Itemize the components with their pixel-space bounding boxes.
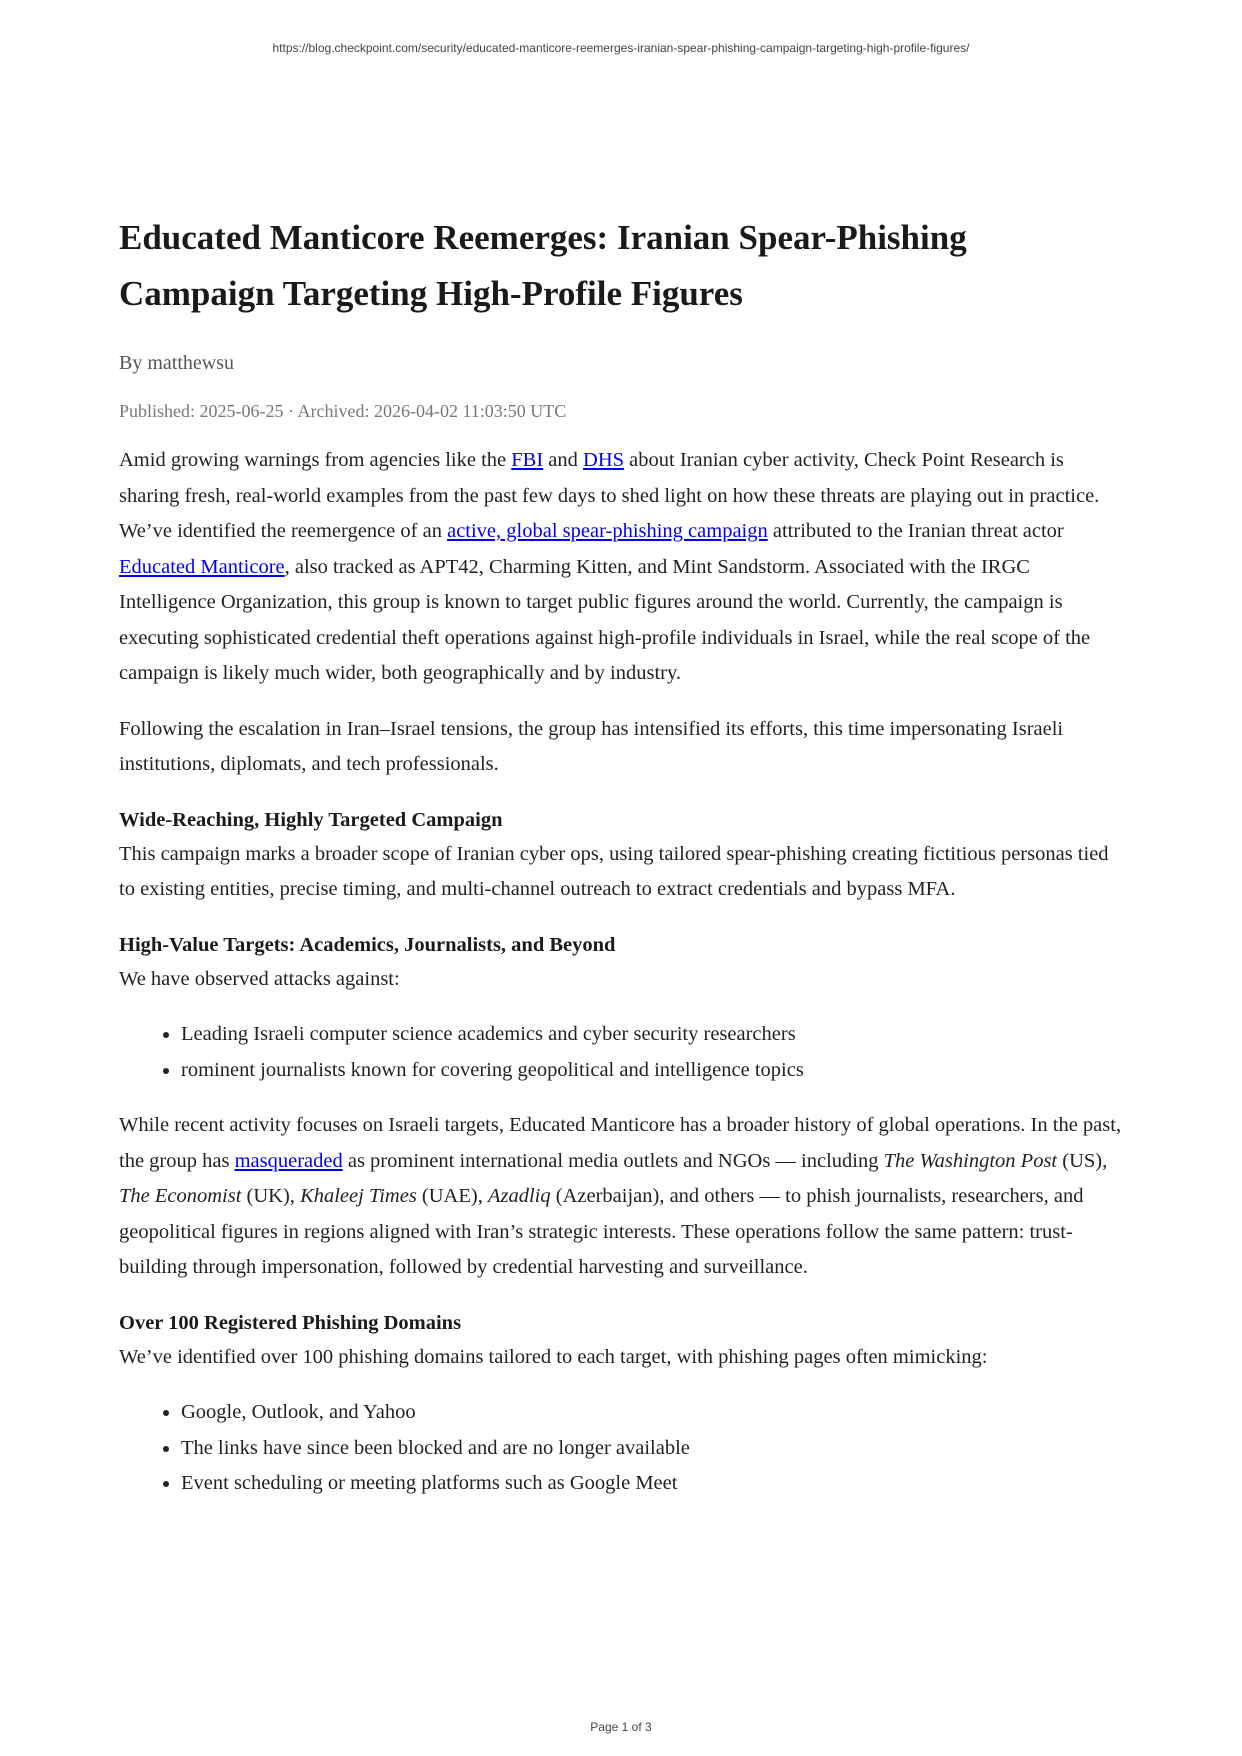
intro-paragraph: Amid growing warnings from agencies like the FBI and DHS about Iranian cyber activity, Check Point Research is sharing fresh, real-world examples from the past few days to shed light on how these threats are playing out in practice. We’ve identified the reemergence of an active, global spear-phishing campaign attributed to the Iranian threat actor Educated Manticore, also tracked as APT42, Charming Kitten, and Mint Sandstorm. Associated with the IRGC Intelligence Organization, this group is known to target public figures around the world. Currently, the campaign is executing sophisticated credential theft operations against high-profile individuals in Israel, while the real scope of the campaign is likely much wider, both geographically and by industry. [119,449,1100,684]
educated-manticore-link[interactable]: Educated Manticore [119,555,285,578]
section-heading: Wide-Reaching, Highly Targeted Campaign [119,808,503,831]
list-item: • Event scheduling or meeting platforms such as Google Meet [181,1466,1129,1502]
article-title: Educated Manticore Reemerges: Iranian Spear-Phishing Campaign Targeting High-Profile Figures [119,218,967,313]
byline: By matthewsu [119,352,234,374]
dhs-link[interactable]: DHS [583,449,625,471]
history-paragraph: While recent activity focuses on Israeli targets, Educated Manticore has a broader history of global operations. In the past, the group has masqueraded as prominent international media outlets and NGOs — including The Washington Post (US), The Economist (UK), Khaleej Times (UAE), Azadliq (Azerbaijan), and others — to phish journalists, researchers, and geopolitical figures in regions aligned with Iran’s strategic interests. These operations follow the same pattern: trust-building through impersonation, followed by credential harvesting and surveillance. [119,1114,1122,1278]
publish-meta: Published: 2025-06-25 · Archived: 2026-04-02 11:03:50 UTC [119,401,567,421]
article [119,210,1129,1522]
targets-list [119,1017,1129,1088]
page-url: https://blog.checkpoint.com/security/educated-manticore-reemerges-iranian-spear-phishing-campaign-targeting-high-profile-figures/ [272,41,970,55]
section-heading: Over 100 Registered Phishing Domains [119,1311,462,1334]
fbi-link[interactable]: FBI [511,449,544,471]
campaign-link[interactable]: active, global spear-phishing campaign [447,520,768,542]
list-item: • Leading Israeli computer science academics and cyber security researchers [181,1017,1129,1053]
masqueraded-link[interactable]: masqueraded [234,1149,343,1172]
list-item: • Google, Outlook, and Yahoo [181,1395,1129,1431]
section-phishing-domains [119,1306,1129,1502]
mimicked-services-list [119,1395,1129,1502]
section-high-value-targets [119,928,1129,1089]
section-body: This campaign marks a broader scope of Iranian cyber ops, using tailored spear-phishing creating fictitious personas tied to existing entities, precise timing, and multi-channel outreach to extract credentials and bypass MFA. [119,842,1109,900]
list-item: • The links have since been blocked and are no longer available [181,1431,1129,1467]
section-heading: High-Value Targets: Academics, Journalists, and Beyond [119,933,616,956]
section-body: We’ve identified over 100 phishing domains tailored to each target, with phishing pages often mimicking: [119,1345,988,1368]
list-item: • rominent journalists known for covering geopolitical and intelligence topics [181,1053,1129,1089]
section-body: We have observed attacks against: [119,967,400,990]
page-number: Page 1 of 3 [590,1720,652,1734]
section-wide-reaching [119,803,1129,908]
escalation-paragraph: Following the escalation in Iran–Israel tensions, the group has intensified its efforts, this time impersonating Israeli institutions, diplomats, and tech professionals. [119,717,1064,775]
